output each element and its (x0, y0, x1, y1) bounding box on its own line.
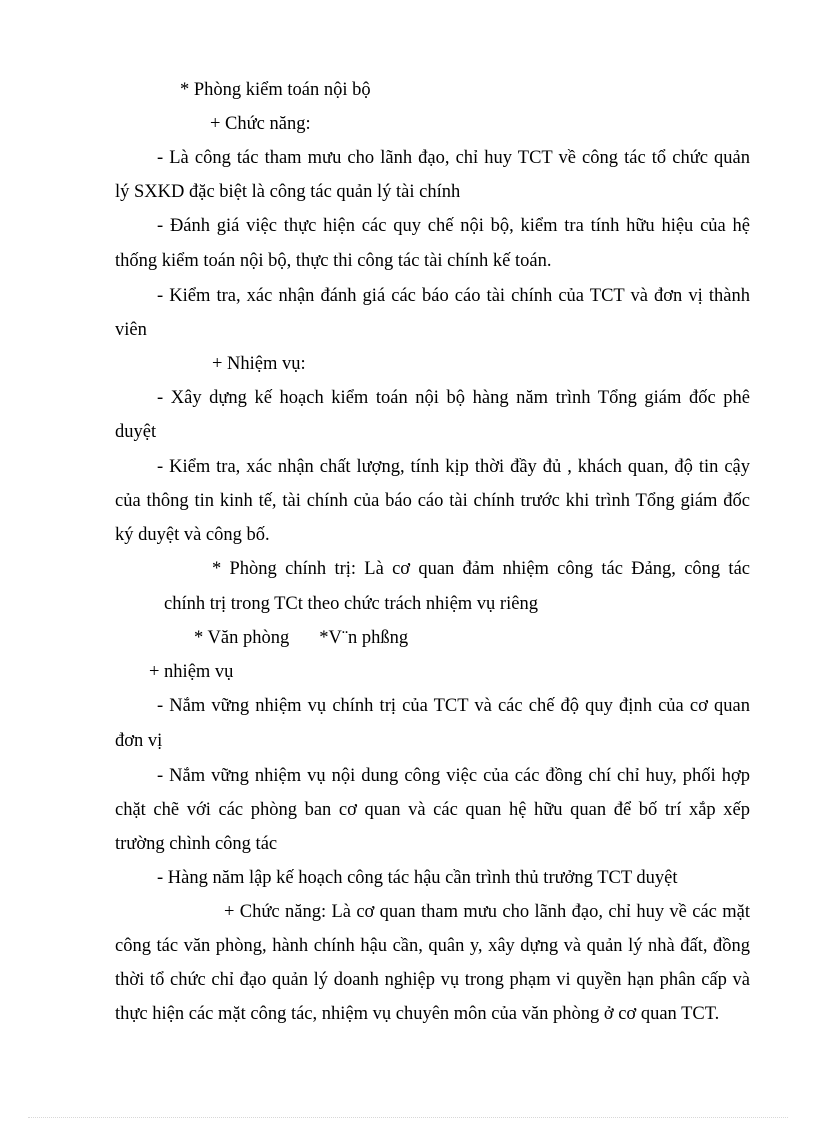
office-function-line-1: + Chức năng: Là cơ quan tham mưu cho lãnh đạo, chỉ huy về các mặt (224, 902, 750, 922)
office-duties-label: + nhiệm vụ (149, 662, 234, 682)
audit-functions-label: + Chức năng: (210, 114, 311, 134)
office-duty-3-line-1: - Hàng năm lập kế hoạch công tác hậu cần trình thủ trưởng TCT duyệt (157, 868, 678, 888)
audit-function-1-line-1: - Là công tác tham mưu cho lãnh đạo, chỉ huy TCT về công tác tổ chức quản (157, 148, 750, 168)
audit-duty-2-line-2: của thông tin kinh tế, tài chính của báo cáo tài chính trước khi trình Tổng giám đốc (115, 491, 750, 511)
audit-function-1-line-2: lý SXKD đặc biệt là công tác quản lý tài chính (115, 182, 461, 202)
audit-duty-1-line-1: - Xây dựng kế hoạch kiểm toán nội bộ hàng năm trình Tổng giám đốc phê (157, 388, 750, 408)
audit-function-2-line-1: - Đánh giá việc thực hiện các quy chế nội bộ, kiểm tra tính hữu hiệu của hệ (157, 216, 750, 236)
office-function-line-2: công tác văn phòng, hành chính hậu cần, quân y, xây dựng và quản lý nhà đất, đồng (115, 936, 750, 956)
office-duty-2-line-2: chặt chẽ với các phòng ban cơ quan và các quan hệ hữu quan để bố trí xắp xếp (115, 800, 750, 820)
audit-duty-2-line-1: - Kiểm tra, xác nhận chất lượng, tính kịp thời đầy đủ , khách quan, độ tin cậy (157, 457, 750, 477)
audit-function-3-line-1: - Kiểm tra, xác nhận đánh giá các báo cáo tài chính của TCT và đơn vị thành (157, 286, 750, 306)
politics-line-1: * Phòng chính trị: Là cơ quan đảm nhiệm công tác Đảng, công tác (212, 559, 750, 579)
audit-duty-1-line-2: duyệt (115, 422, 157, 442)
audit-duty-2-line-3: ký duyệt và công bố. (115, 525, 270, 545)
office-heading (194, 626, 408, 650)
office-duty-2-line-1: - Nắm vững nhiệm vụ nội dung công việc của các đồng chí chỉ huy, phối hợp (157, 766, 750, 786)
office-heading-garbled-text: *V¨n phßng (319, 628, 409, 648)
office-heading-text: * Văn phòng (194, 628, 290, 648)
office-duty-2-line-3: trường chình công tác (115, 834, 278, 854)
audit-function-2-line-2: thống kiểm toán nội bộ, thực thi công tác tài chính kế toán. (115, 251, 552, 271)
politics-line-2: chính trị trong TCt theo chức trách nhiệm vụ riêng (164, 594, 538, 614)
footer-divider (28, 1117, 788, 1118)
office-function-line-4: thực hiện các mặt công tác, nhiệm vụ chuyên môn của văn phòng ở cơ quan TCT. (115, 1004, 720, 1024)
office-duty-1-line-2: đơn vị (115, 731, 163, 751)
office-duty-1-line-1: - Nắm vững nhiệm vụ chính trị của TCT và các chế độ quy định của cơ quan (157, 696, 750, 716)
office-function-line-3: thời tổ chức chỉ đạo quản lý doanh nghiệp vụ trong phạm vi quyền hạn phân cấp và (115, 970, 750, 990)
audit-duties-label: + Nhiệm vụ: (212, 354, 306, 374)
audit-heading: * Phòng kiểm toán nội bộ (180, 80, 371, 100)
audit-function-3-line-2: viên (115, 320, 147, 340)
